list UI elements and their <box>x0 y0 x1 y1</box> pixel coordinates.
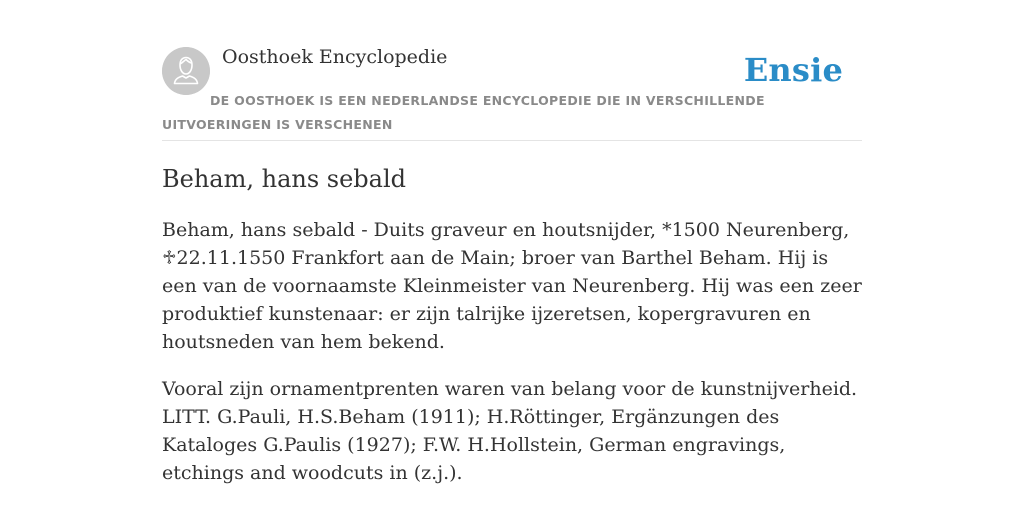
source-name-link[interactable]: Oosthoek Encyclopedie <box>222 46 448 68</box>
user-silhouette-icon <box>162 47 210 95</box>
brand-logo[interactable]: Ensie <box>743 51 843 89</box>
article-title: Beham, hans sebald <box>162 165 407 193</box>
article-body <box>162 216 862 506</box>
source-tagline: DE OOSTHOEK IS EEN NEDERLANDSE ENCYCLOPEDIE DIE IN VERSCHILLENDE UITVOERINGEN IS VERSCHENEN <box>162 93 765 132</box>
article-paragraph: Vooral zijn ornamentprenten waren van belang voor de kunstnijverheid. LITT. G.Pauli, H.S.Beham (1911); H.Röttinger, Ergänzungen des Kataloges G.Paulis (1927); F.W. H.Hollstein, German engravings, etchings and woodcuts in (z.j.). <box>162 378 858 484</box>
source-header <box>162 40 862 141</box>
source-avatar[interactable] <box>162 47 210 95</box>
article-paragraph: Beham, hans sebald - Duits graveur en houtsnijder, *1500 Neurenberg, ♱22.11.1550 Frankfort aan de Main; broer van Barthel Beham. Hij is een van de voornaamste Kleinmeister van Neurenberg. Hij was een zeer produktief kunstenaar: er zijn talrijke ijzeretsen, kopergravuren en houtsneden van hem bekend. <box>162 219 862 353</box>
article-card <box>162 40 862 484</box>
